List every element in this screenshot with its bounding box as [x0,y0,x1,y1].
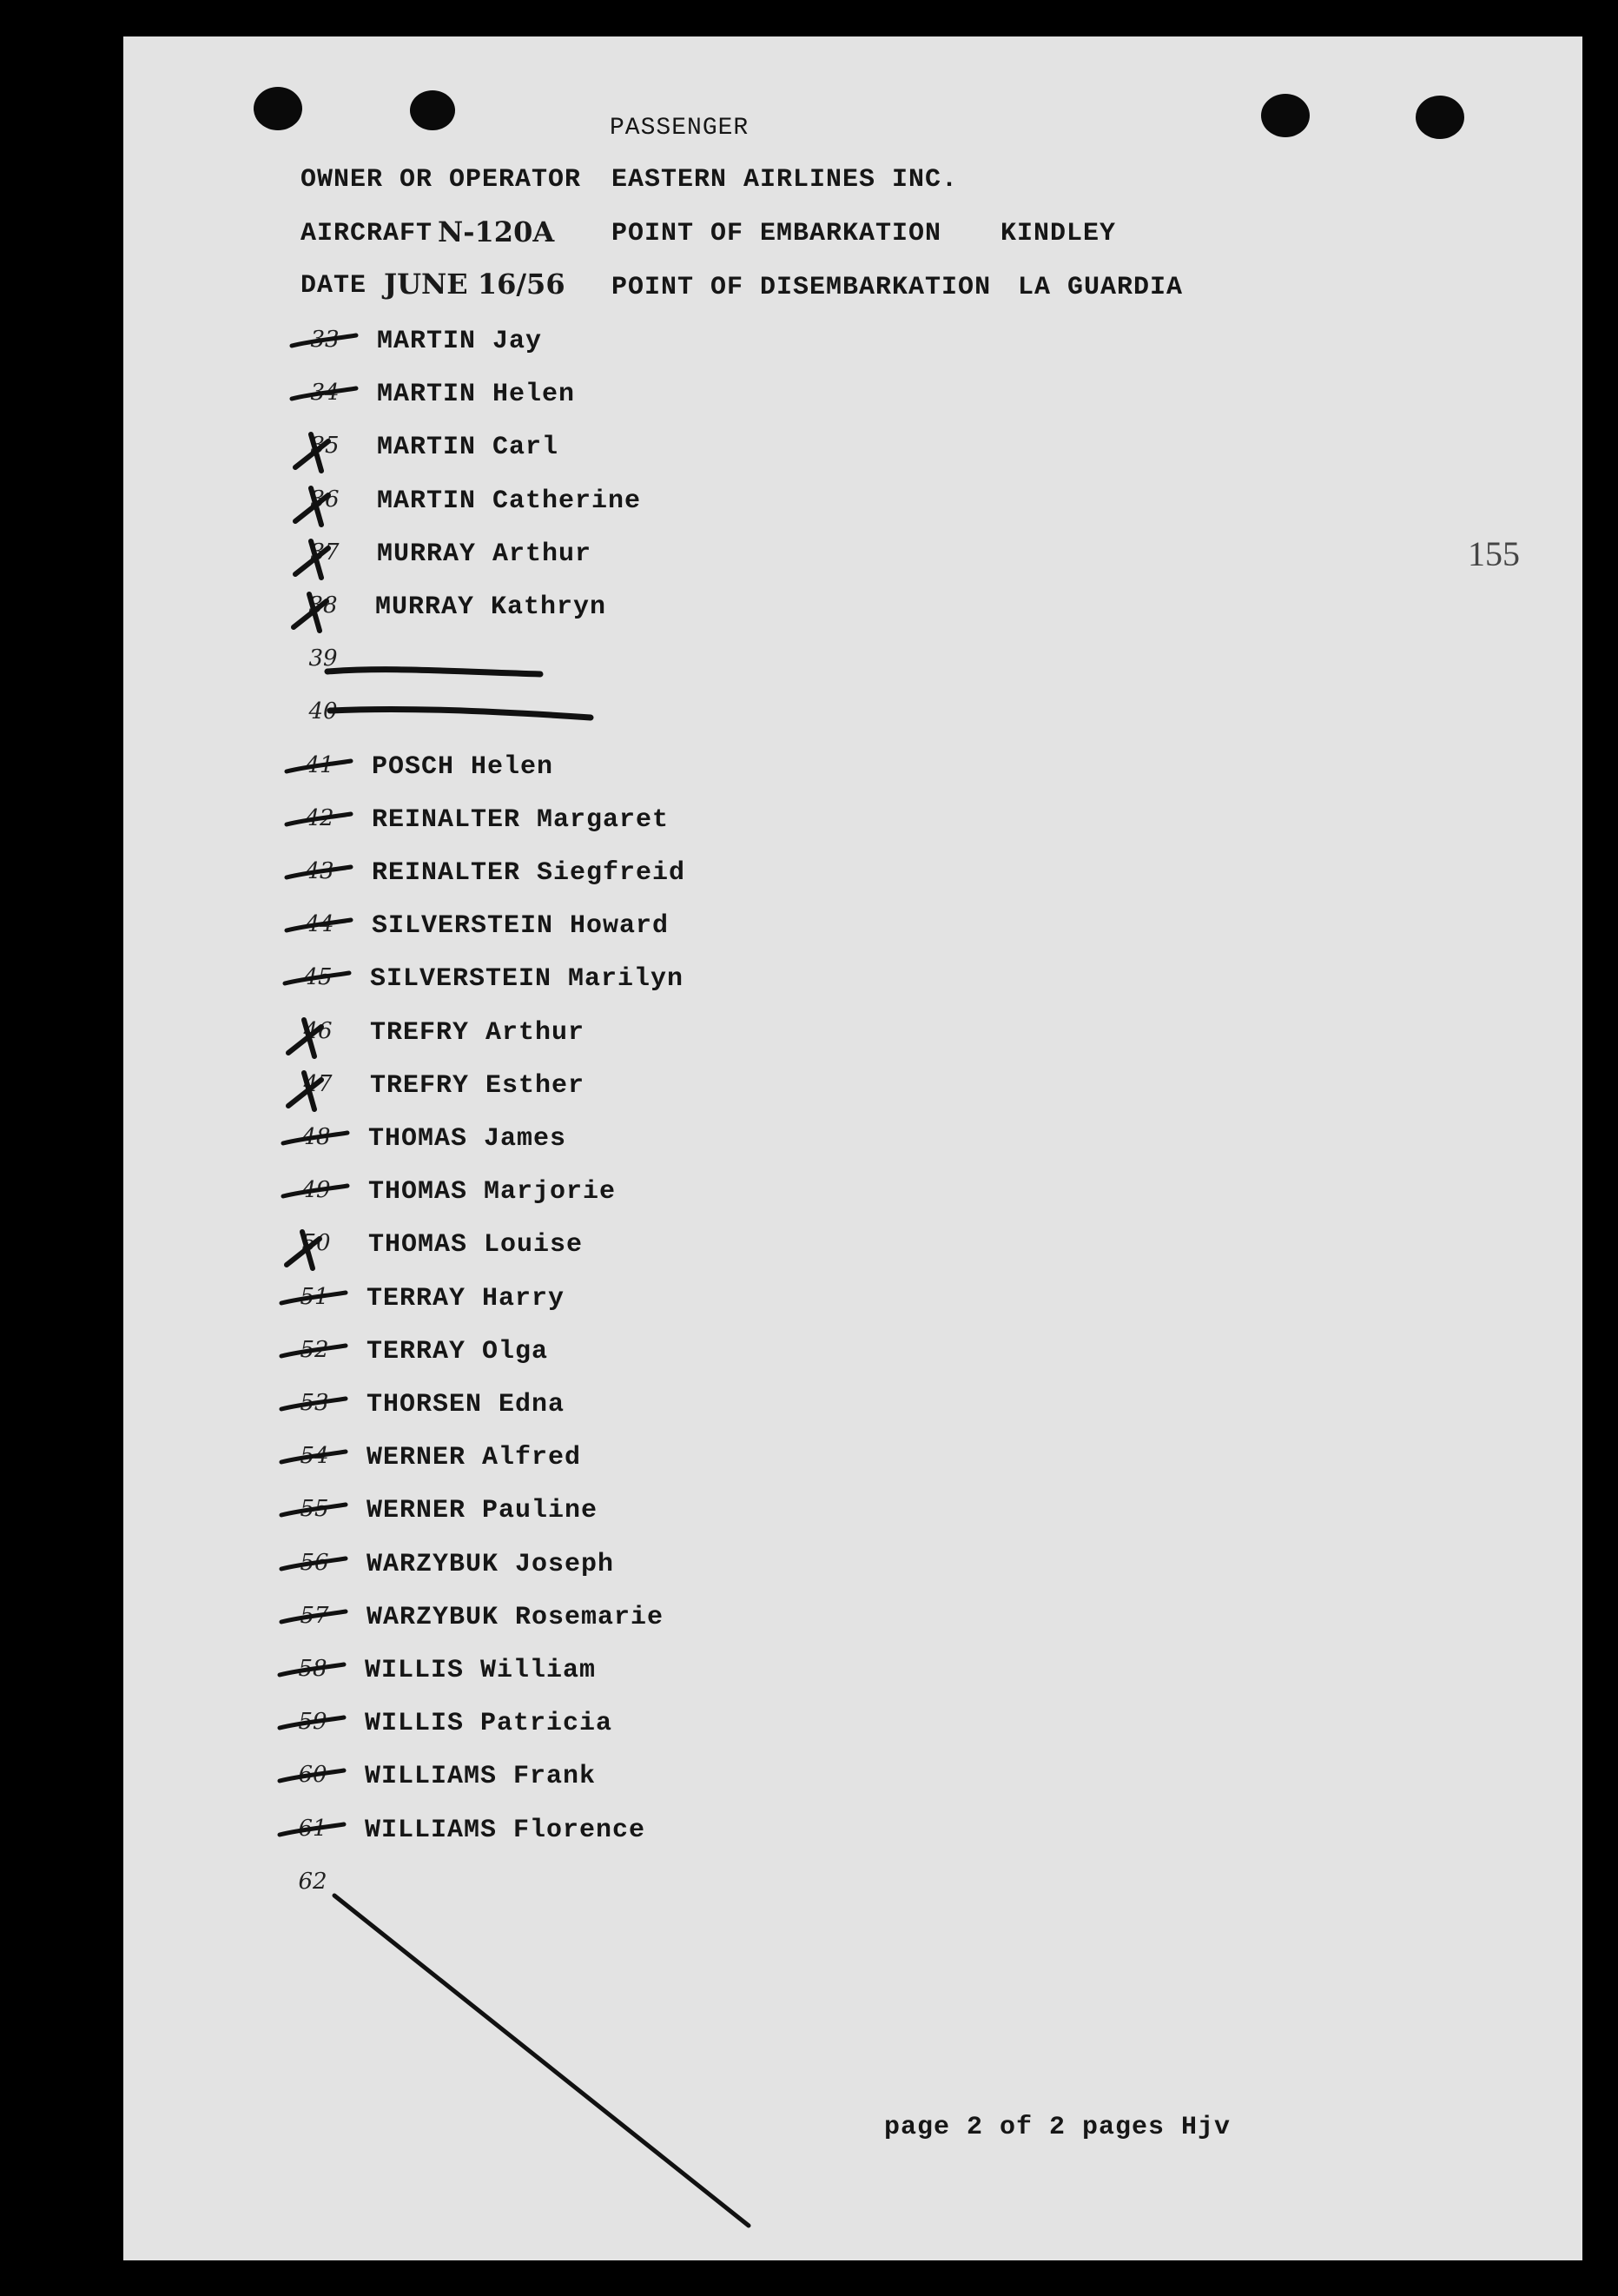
passenger-number: 41 [305,752,334,778]
owner-label: OWNER OR OPERATOR [300,165,582,195]
long-diagonal-line [334,1896,749,2226]
passenger-name: WILLIAMS Frank [365,1762,597,1791]
document-page [123,36,1582,2260]
passenger-number: 40 [308,698,338,725]
passenger-number: 46 [303,1018,333,1044]
passenger-name: WILLIS Patricia [365,1709,613,1738]
passenger-number: 56 [300,1550,329,1576]
passenger-number: 58 [298,1656,327,1682]
passenger-name: REINALTER Margaret [372,805,670,835]
page-number: 155 [1468,534,1520,573]
passenger-name: WARZYBUK Rosemarie [367,1603,664,1632]
passenger-name: MARTIN Carl [377,433,559,462]
disembark-label: POINT OF DISEMBARKATION [611,273,992,302]
date-value: JUNE 16/56 [384,268,565,301]
strike-line [330,709,591,718]
passenger-name: TREFRY Esther [370,1071,585,1101]
passenger-number: 54 [300,1443,329,1469]
passenger-number: 62 [298,1869,327,1895]
passenger-name: MARTIN Helen [377,380,576,409]
passenger-number: 42 [305,805,334,831]
passenger-number: 57 [300,1603,329,1629]
passenger-name: REINALTER Siegfreid [372,858,686,888]
owner-value: EASTERN AIRLINES INC. [611,165,959,195]
passenger-name: WERNER Alfred [367,1443,582,1472]
embark-label: POINT OF EMBARKATION [611,219,942,248]
strike-marks [123,36,1582,2260]
passenger-number: 48 [301,1124,331,1150]
passenger-number: 45 [303,964,333,990]
passenger-name: MURRAY Kathryn [375,592,607,622]
passenger-number: 44 [305,911,334,937]
passenger-name: WILLIAMS Florence [365,1816,646,1845]
passenger-name: WILLIS William [365,1656,597,1685]
passenger-number: 50 [301,1230,331,1256]
aircraft-label: AIRCRAFT [300,219,433,248]
disembark-value: LA GUARDIA [1018,273,1184,302]
passenger-name: SILVERSTEIN Marilyn [370,964,684,994]
passenger-number: 49 [301,1177,331,1203]
passenger-name: WERNER Pauline [367,1496,598,1525]
passenger-number: 39 [308,645,338,672]
aircraft-value: N-120A [438,215,555,248]
passenger-number: 53 [300,1390,329,1416]
passenger-name: TERRAY Harry [367,1284,565,1313]
passenger-number: 33 [310,327,340,353]
passenger-name: TERRAY Olga [367,1337,549,1366]
passenger-number: 36 [310,486,340,513]
passenger-number: 61 [298,1816,327,1842]
passenger-name: WARZYBUK Joseph [367,1550,615,1579]
embark-value: KINDLEY [1001,219,1117,248]
passenger-number: 51 [300,1284,329,1310]
passenger-name: THOMAS James [368,1124,567,1154]
passenger-number: 38 [308,592,338,619]
passenger-name: THOMAS Louise [368,1230,584,1260]
passenger-number: 37 [310,539,340,566]
passenger-number: 47 [303,1071,333,1097]
passenger-name: THORSEN Edna [367,1390,565,1419]
date-label: DATE [300,271,367,301]
passenger-name: SILVERSTEIN Howard [372,911,670,941]
strike-line [327,670,540,674]
page-footer: page 2 of 2 pages Hjv [884,2113,1232,2142]
passenger-name: TREFRY Arthur [370,1018,585,1048]
passenger-number: 35 [310,433,340,459]
passenger-number: 60 [298,1762,327,1788]
passenger-name: MARTIN Catherine [377,486,642,516]
passenger-name: MARTIN Jay [377,327,543,356]
passenger-number: 34 [310,380,340,406]
passenger-number: 52 [300,1337,329,1363]
passenger-name: THOMAS Marjorie [368,1177,617,1207]
form-title: PASSENGER [610,115,750,142]
passenger-number: 55 [300,1496,329,1522]
passenger-number: 59 [298,1709,327,1735]
passenger-name: MURRAY Arthur [377,539,592,569]
passenger-number: 43 [305,858,334,884]
passenger-name: POSCH Helen [372,752,554,782]
